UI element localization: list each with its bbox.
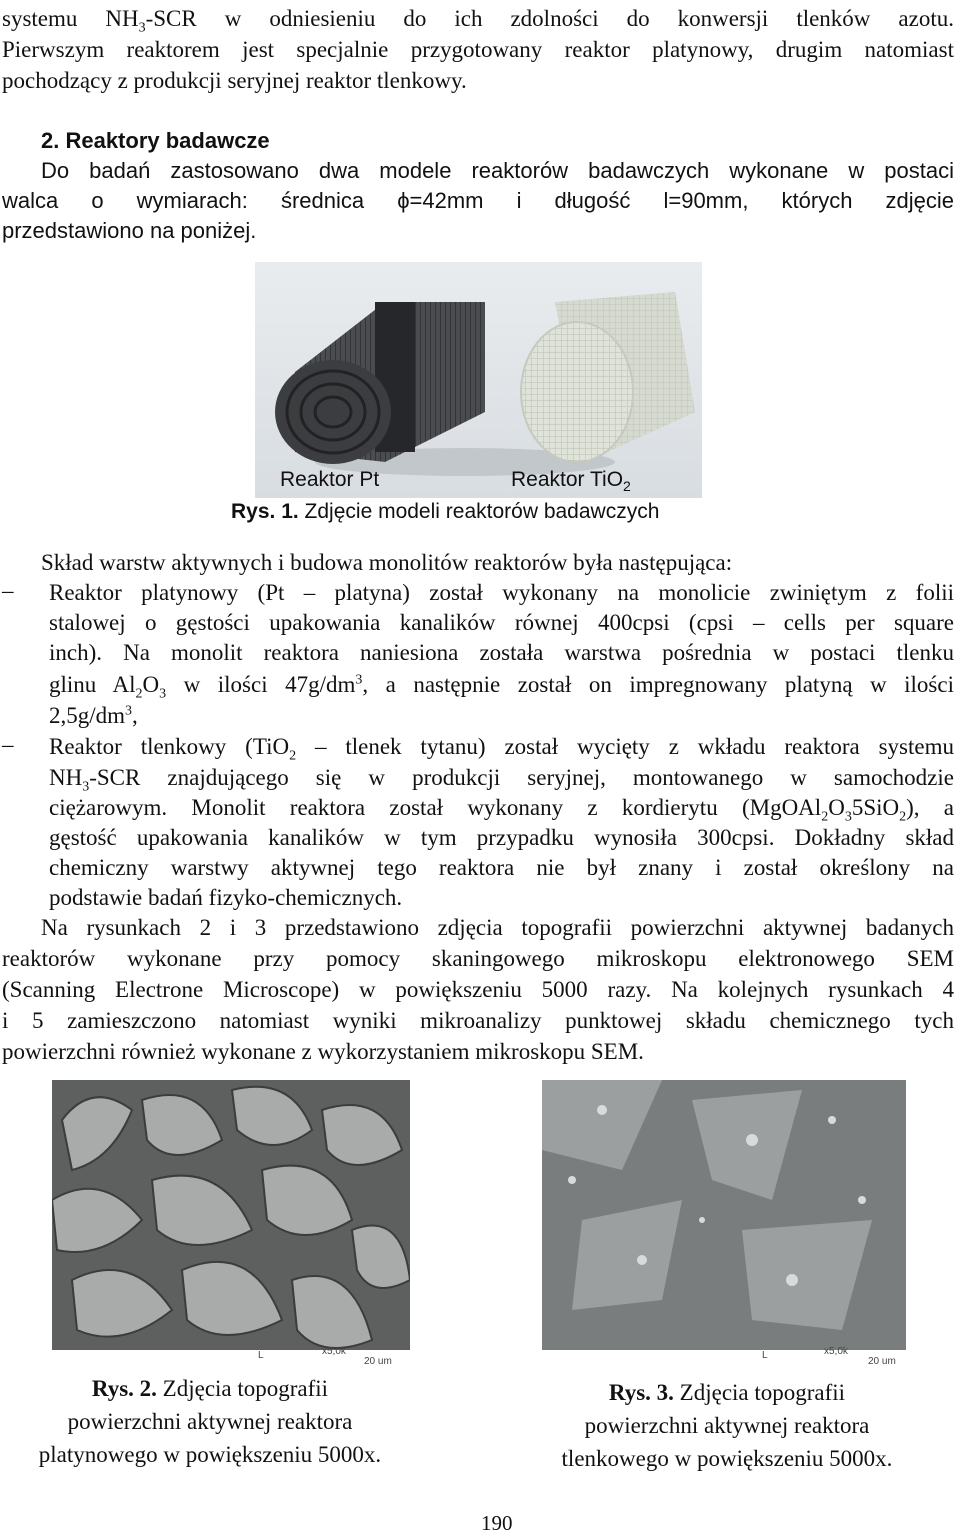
reactor-tio2-label: Reaktor TiO$_2$ xyxy=(511,468,631,495)
list-item: Reaktor platynowy (Pt – platyna) został wykonany na monolicie zwiniętym z folii xyxy=(49,580,954,605)
text-line: Na rysunkach 2 i 3 przedstawiono zdjęcia topografii powierzchni aktywnej badanych xyxy=(41,915,954,940)
sem-image-oxide xyxy=(542,1080,906,1368)
figure-caption: Rys. 1. Zdjęcie modeli reaktorów badawczych xyxy=(231,500,660,523)
section-heading: 2. Reaktory badawcze xyxy=(41,128,270,153)
figure-3-caption: Rys. 3. Zdjęcia topografii powierzchni aktywnej reaktora tlenkowego w powiększeniu 5000x. xyxy=(561,1380,893,1471)
text-line: ciężarowym. Monolit reaktora został wykonany z kordierytu $(MgOAl_2O_35SiO_2)$, a xyxy=(49,795,954,825)
text-line: glinu $Al_2O_3$ w ilości $47g/dm^3$, a następnie został on impregnowany platyną w ilości xyxy=(49,672,954,702)
reactor-illustration xyxy=(255,262,702,498)
text-line: przedstawiono na poniżej. xyxy=(2,218,257,243)
text-line: stalowej o gęstości upakowania kanalików równej 400cpsi (cpsi – cells per square xyxy=(49,610,954,635)
list-item: Reaktor tlenkowy (TiO$_2$ – tlenek tytanu) został wycięty z wkładu reaktora systemu xyxy=(49,734,954,764)
text-line: reaktorów wykonane przy pomocy skaningowego mikroskopu elektronowego SEM xyxy=(2,946,954,971)
sem-texture xyxy=(542,1080,906,1368)
text-line: gęstość upakowania kanalików w tym przypadku wynosiła 300cpsi. Dokładny skład xyxy=(49,825,954,850)
sem-scale-mag: x5,0k xyxy=(322,1346,346,1357)
text-line: powierzchni również wykonane z wykorzystaniem mikroskopu SEM. xyxy=(2,1039,644,1064)
text-line: Pierwszym reaktorem jest specjalnie przygotowany reaktor platynowy, drugim natomiast xyxy=(2,37,954,62)
figure-2-caption: Rys. 2. Zdjęcia topografii powierzchni aktywnej reaktora platynowego w powiększeniu 5000x. xyxy=(38,1376,382,1467)
text-line: $NH_3$-SCR znajdującego się w produkcji seryjnej, montowanego w samochodzie xyxy=(49,765,954,795)
text-line: chemiczny warstwy aktywnej tego reaktora nie był znany i został określony na xyxy=(49,855,954,880)
text-line: Do badań zastosowano dwa modele reaktorów badawczych wykonane w postaci xyxy=(41,158,954,183)
text-line: Skład warstw aktywnych i budowa monolitów reaktorów była następująca: xyxy=(41,550,733,575)
text-line: inch). Na monolit reaktora naniesiona została warstwa pośrednia w postaci tlenku xyxy=(49,640,954,665)
sem-scale-mag: x5,0k xyxy=(824,1346,848,1357)
sem-scale-len: 20 um xyxy=(868,1356,896,1367)
text-line: systemu $NH_3$-SCR w odniesieniu do ich zdolności do konwersji tlenków azotu. xyxy=(2,6,954,36)
reactor-photo xyxy=(255,262,702,498)
text-line: $2,5g/dm^3$, xyxy=(49,703,138,728)
list-dash: – xyxy=(2,578,14,603)
page-number: 190 xyxy=(481,1511,513,1535)
sem-image-platinum xyxy=(52,1080,410,1368)
text-line: walca o wymiarach: średnica ϕ=42mm i długość l=90mm, których zdjęcie xyxy=(2,188,954,213)
sem-scale-l: L xyxy=(258,1350,264,1361)
text-line: i 5 zamieszczono natomiast wyniki mikroanalizy punktowej składu chemicznego tych xyxy=(2,1008,954,1033)
reactor-pt-label: Reaktor Pt xyxy=(280,468,380,491)
text-line: pochodzący z produkcji seryjnej reaktor tlenkowy. xyxy=(2,68,467,93)
text-line: (Scanning Electrone Microscope) w powiększeniu 5000 razy. Na kolejnych rysunkach 4 xyxy=(2,977,954,1002)
list-dash: – xyxy=(2,732,14,757)
sem-texture xyxy=(52,1080,410,1368)
sem-scale-len: 20 um xyxy=(364,1356,392,1367)
sem-scale-l: L xyxy=(762,1350,768,1361)
text-line: podstawie badań fizyko-chemicznych. xyxy=(49,885,403,910)
